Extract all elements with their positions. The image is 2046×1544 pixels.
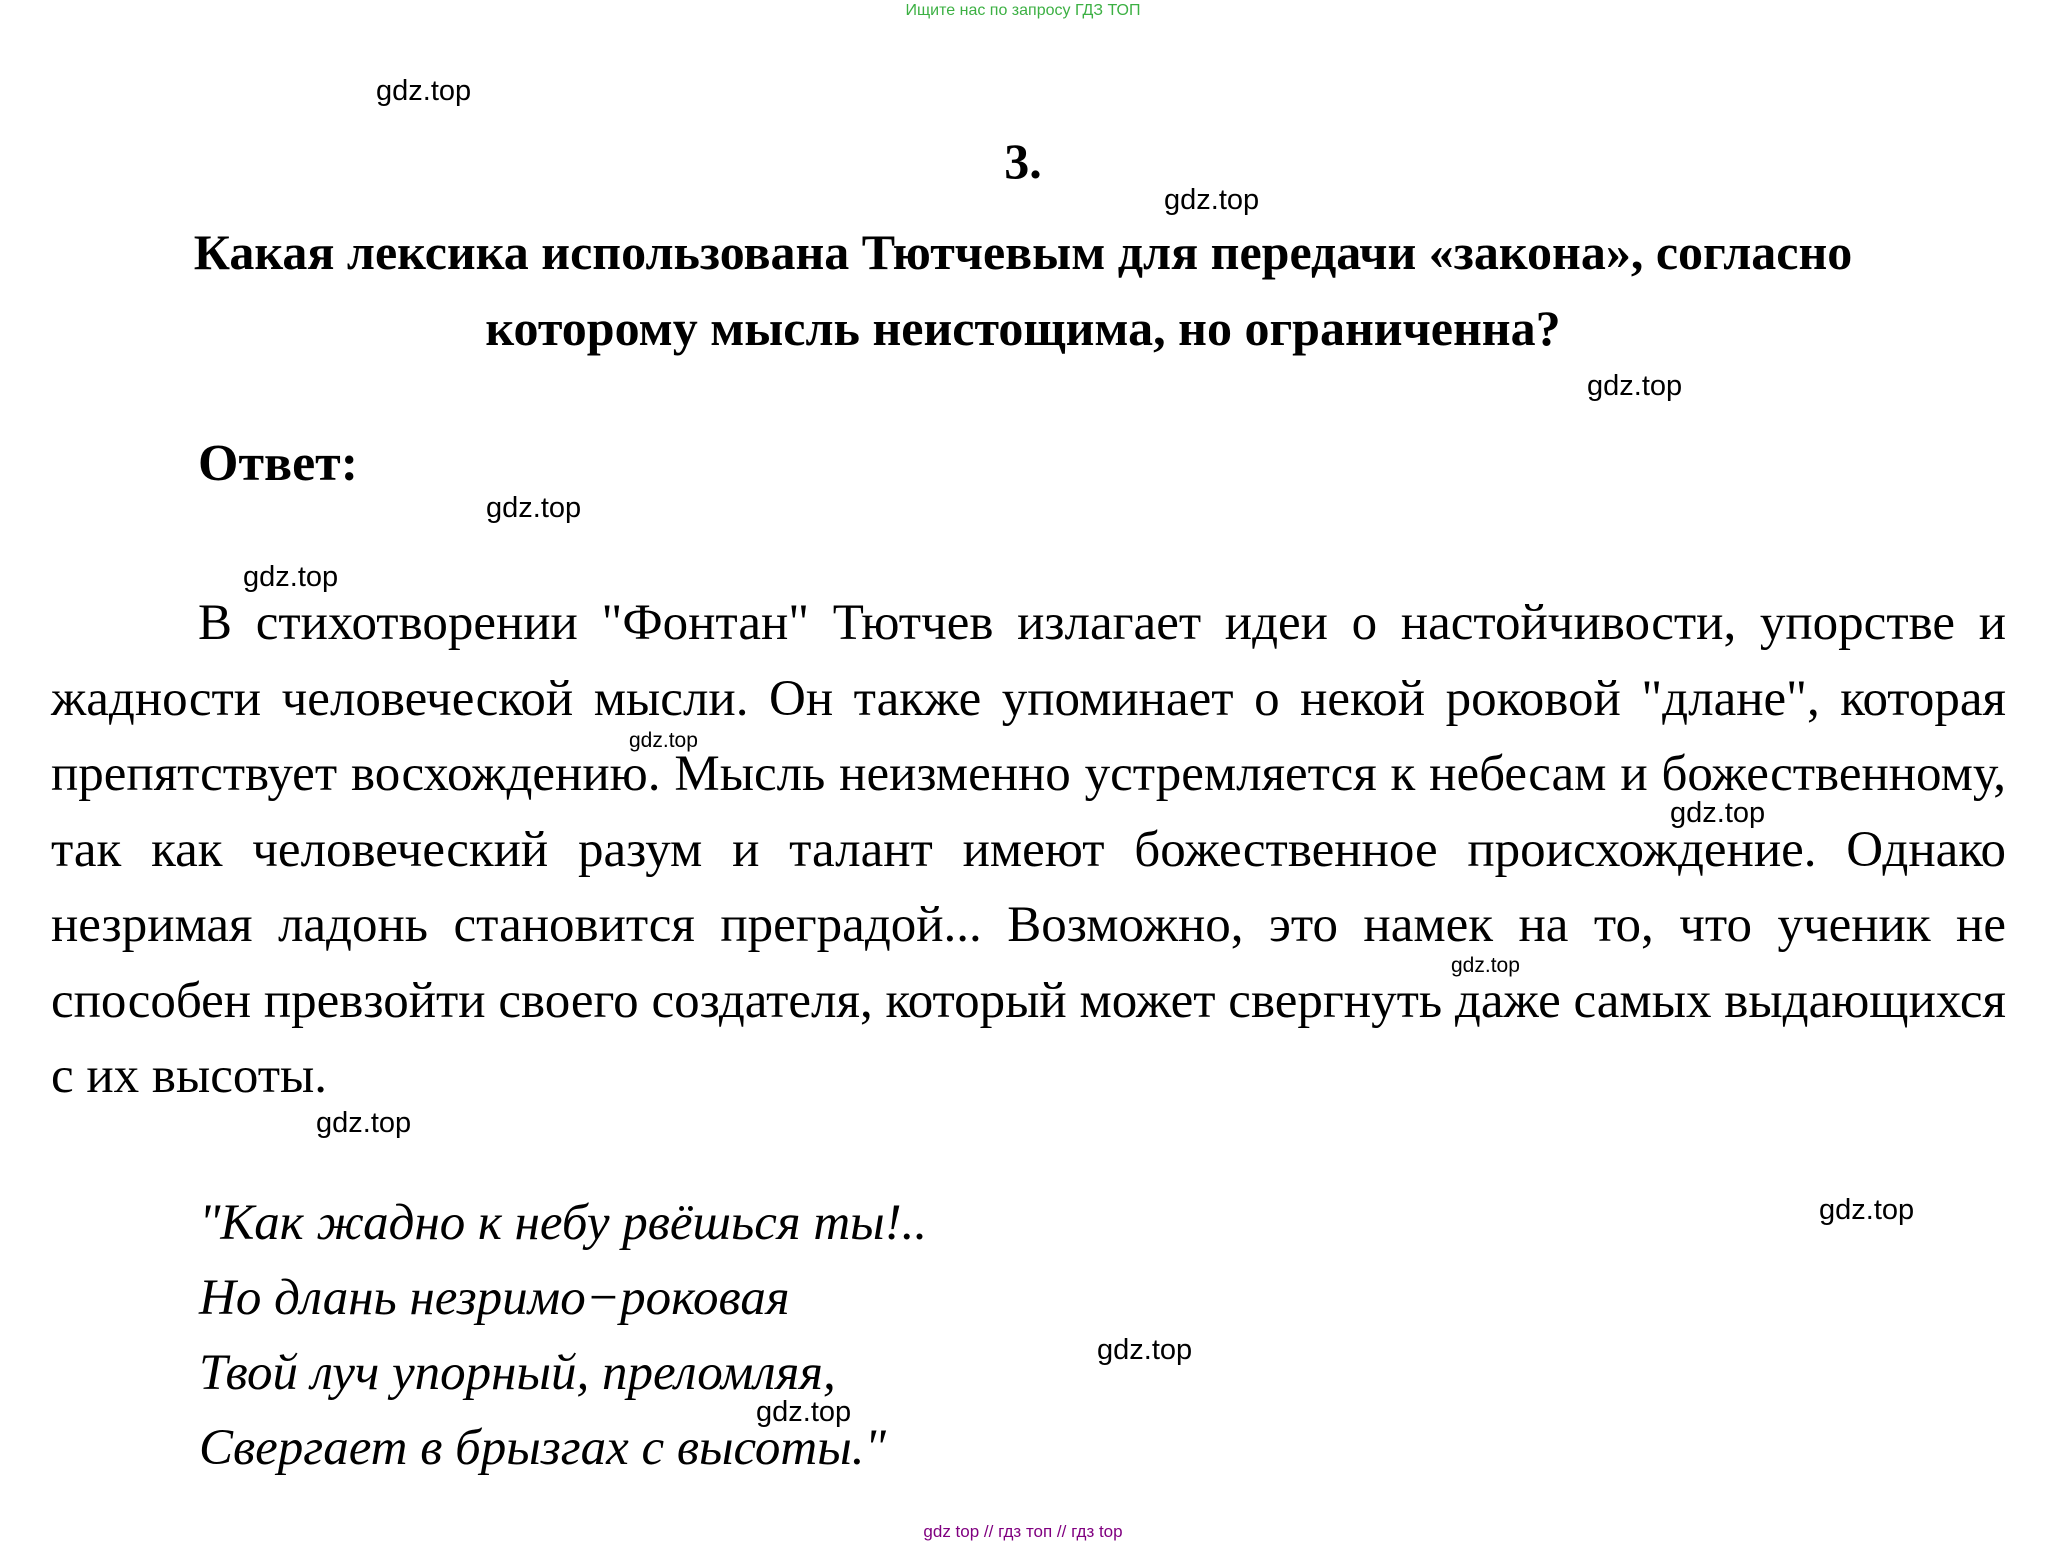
question-text: Какая лексика использована Тютчевым для передачи «закона», согласно которому мысль неистощима, но ограниченна? (193, 224, 1853, 356)
watermark: gdz.top (486, 492, 582, 524)
watermark: gdz.top (1819, 1194, 1915, 1226)
answer-label: Ответ: (198, 435, 359, 492)
watermark: gdz.top (1587, 370, 1683, 402)
poem-quote (199, 1186, 927, 1486)
watermark: gdz.top (1097, 1334, 1193, 1366)
watermark: gdz.top (629, 729, 698, 752)
watermark: gdz.top (376, 75, 472, 107)
top-search-hint[interactable]: Ищите нас по запросу ГДЗ ТОП (905, 2, 1141, 19)
watermark: gdz.top (316, 1107, 412, 1139)
poem-line-2: Но длань незримо−роковая (199, 1270, 790, 1326)
watermark: gdz.top (1451, 954, 1520, 977)
footer-links[interactable]: gdz top // гдз топ // гдз top (923, 1522, 1123, 1541)
poem-line-4: Свергает в брызгах с высоты." (199, 1420, 886, 1476)
poem-line-3: Твой луч упорный, преломляя, (199, 1345, 836, 1401)
watermark: gdz.top (756, 1396, 852, 1428)
watermark: gdz.top (1670, 797, 1766, 829)
watermark: gdz.top (1164, 184, 1260, 216)
watermark: gdz.top (243, 561, 339, 593)
question-number: 3. (1004, 133, 1042, 189)
answer-paragraph: В стихотворении "Фонтан" Тютчев излагает идеи о настойчивости, упорстве и жадности человеческой мысли. Он также упоминает о некой роковой "длане", которая препятствует восхождению. Мысль неизменно устремляется к небесам и божественному, так как человеческий разум и талант имеют божественное происхождение. Однако незримая ладонь становится преградой... Возможно, это намек на то, что ученик не способен превзойти своего создателя, который может свергнуть даже самых выдающихся с их высоты. (51, 595, 2006, 1104)
poem-line-1: "Как жадно к небу рвёшься ты!.. (199, 1195, 928, 1251)
